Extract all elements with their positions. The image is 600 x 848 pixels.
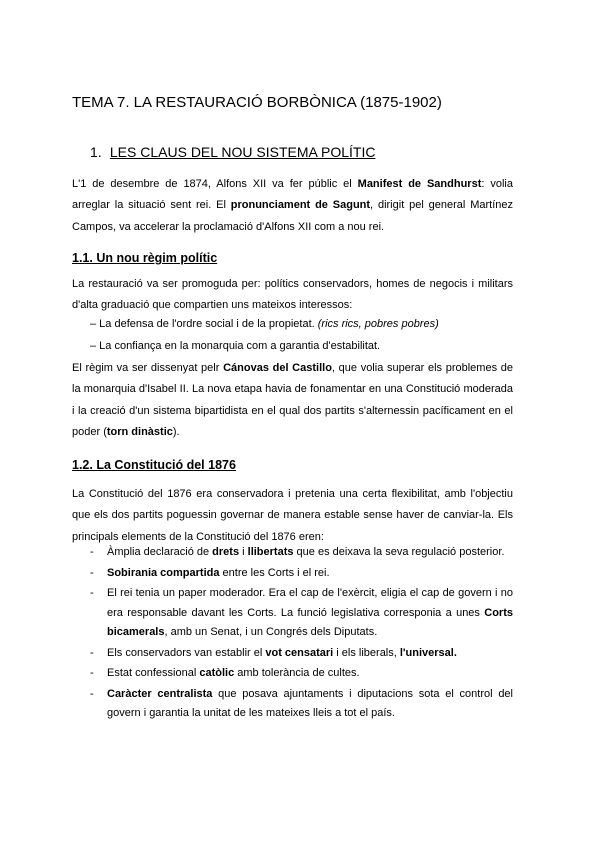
subsection-heading-1-2: 1.2. La Constitució del 1876 [72, 458, 236, 472]
bullet-marker: - [90, 667, 94, 679]
canovas-text-2: , que volia superar els problemes de la monarquia d'Isabel II. La nova etapa havia de fonamentar en una Constitució moderada i la creació d'un sistema bipartidista en el qual dos partits s'alternessin pacíficament en el poder ( [72, 362, 513, 438]
dash-item-order [90, 318, 439, 330]
list-item: - El rei tenia un paper moderador. Era el cap de l'exèrcit, eligia el cap de govern i no era responsable davant les Corts. La funció legislativa corresponia a unes Corts bicamerals, amb un Senat, i un Congrés dels Diputats. [90, 584, 513, 643]
intro-bold-sagunt: pronunciament de Sagunt [230, 199, 371, 212]
intro-paragraph [72, 174, 513, 238]
canovas-text-1: El règim va ser dissenyat pelr [72, 362, 224, 374]
constitution-elements-list [90, 543, 513, 725]
document-title: TEMA 7. LA RESTAURACIÓ BORBÒNICA (1875-1902) [72, 94, 442, 111]
dash-item-order-text: – La defensa de l'ordre social i de la propietat. [90, 318, 318, 330]
list-item: - Sobirania compartida entre les Corts i el rei. [90, 564, 513, 584]
bullet-marker: - [90, 546, 94, 558]
list-item: - Caràcter centralista que posava ajuntaments i diputacions sota el control del govern i garantia la unitat de les mateixes lleis a tot el país. [90, 685, 513, 724]
section-number: 1. [90, 144, 102, 160]
intro-text-2: : volia arreglar la situació sent rei. El [72, 178, 513, 212]
bullet-marker: - [90, 687, 94, 700]
canovas-bold-name: Cánovas del Castillo [223, 362, 332, 374]
canovas-bold-torn: torn dinàstic [106, 425, 173, 438]
bullet-marker: - [90, 566, 94, 579]
bullet-marker: - [90, 587, 94, 599]
section-title: LES CLAUS DEL NOU SISTEMA POLÍTIC [109, 144, 376, 160]
list-item: - Els conservadors van establir el vot censatari i els liberals, l'universal. [90, 644, 513, 664]
regime-paragraph: La restauració va ser promoguda per: polítics conservadors, homes de negocis i militars d'alta graduació que compartien uns mateixos interessos: [72, 278, 513, 312]
dash-item-confidence: – La confiança en la monarquia com a garantia d'estabilitat. [90, 340, 381, 352]
intro-bold-sandhurst: Manifest de Sandhurst [357, 178, 482, 190]
bullet-marker: - [90, 646, 94, 659]
intro-text-3: , dirigit pel general Martínez Campos, va accelerar la proclamació d'Alfons XII com a nou rei. [72, 199, 513, 233]
constitution-paragraph: La Constitució del 1876 era conservadora i pretenia una certa flexibilitat, amb l'objectiu que els dos partits poguessin governar de manera estable sense haver de canviar-la. Els principals elements de la Constitució del 1876 eren: [72, 488, 513, 543]
intro-text-1: L'1 de desembre de 1874, Alfons XII va fer públic el [72, 178, 358, 190]
list-item: - Estat confessional catòlic amb tolerància de cultes. [90, 664, 513, 684]
list-item: - Àmplia declaració de drets i llibertats que es deixava la seva regulació posterior. [90, 543, 513, 563]
subsection-heading-1-1: 1.1. Un nou règim polític [72, 251, 218, 265]
section-heading [90, 144, 375, 160]
dash-item-order-italic: (rics rics, pobres pobres) [317, 318, 439, 330]
canovas-paragraph [72, 358, 513, 443]
canovas-text-3: ). [172, 425, 180, 438]
